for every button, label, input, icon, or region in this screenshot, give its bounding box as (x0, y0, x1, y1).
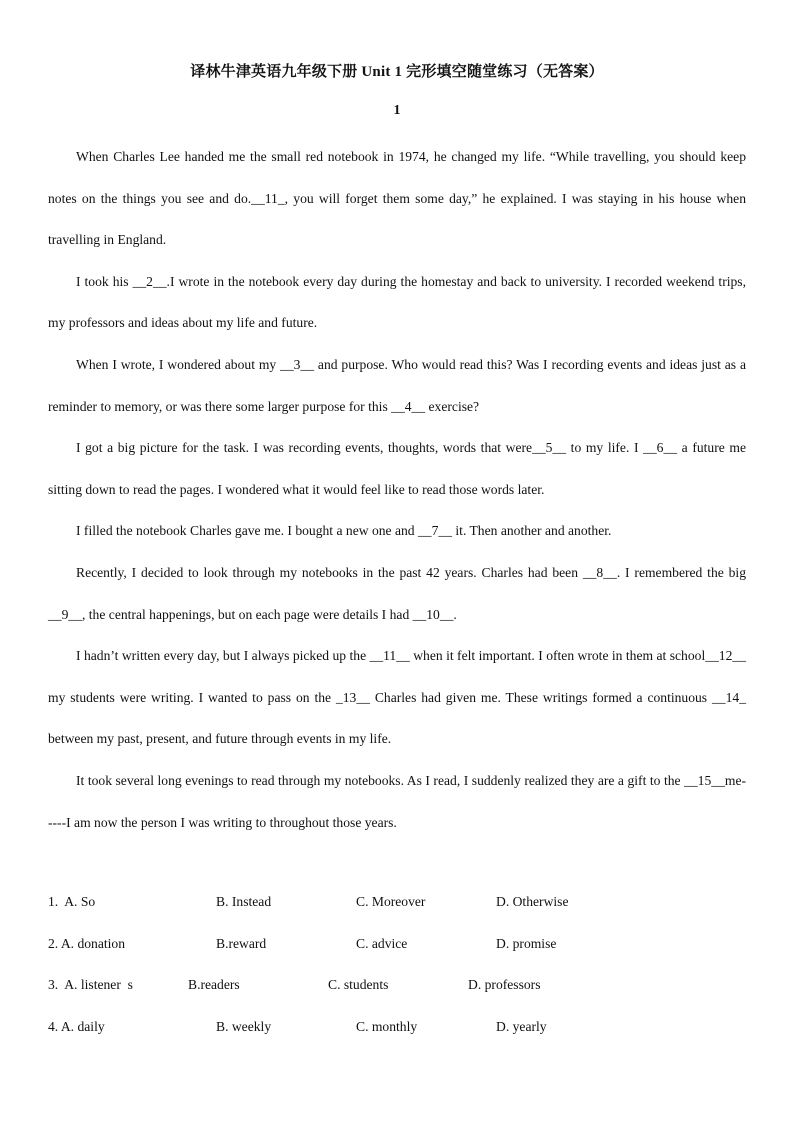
paragraph: I filled the notebook Charles gave me. I bought a new one and __7__ it. Then another and another. (76, 523, 612, 539)
option-a: 4. A. daily (48, 1018, 105, 1034)
paragraph: I got a big picture for the task. I was recording events, thoughts, words that were__5__ to my life. I __6__ a future me sitting down to read the pages. I wondered what it would feel like to read those words later. (48, 440, 746, 497)
paragraph: When Charles Lee handed me the small red notebook in 1974, he changed my life. “While travelling, you should keep notes on the things you see and do.__11_, you will forget them some day,” he explained. I was staying in his house when travelling in England. (48, 149, 746, 248)
option-row (48, 928, 746, 970)
option-a: 1. A. So (48, 894, 96, 909)
option-a: 2. A. donation (48, 935, 126, 951)
option-b: B.reward (216, 935, 267, 951)
option-d: D. professors (468, 977, 541, 993)
section-number: 1 (393, 103, 401, 118)
option-c: C. advice (356, 935, 408, 951)
option-row (48, 969, 746, 1011)
option-d: D. Otherwise (496, 894, 569, 909)
option-b: B. weekly (216, 1018, 272, 1034)
paragraph: When I wrote, I wondered about my __3__ and purpose. Who would read this? Was I recording events and ideas just as a reminder to memory, or was there some larger purpose for this __4__ exercise? (48, 356, 746, 414)
passage (48, 136, 746, 843)
answer-options (48, 886, 746, 1052)
paragraph: Recently, I decided to look through my notebooks in the past 42 years. Charles had been __8__. I remembered the big __9__, the central happenings, but on each page were details I had __10__. (48, 564, 746, 622)
option-c: C. students (328, 977, 389, 993)
option-c: C. Moreover (356, 894, 426, 909)
option-d: D. promise (496, 935, 557, 951)
option-row (48, 1011, 746, 1053)
paragraph: I took his __2__.I wrote in the notebook every day during the homestay and back to university. I recorded weekend trips, my professors and ideas about my life and future. (48, 273, 746, 331)
paragraph: It took several long evenings to read through my notebooks. As I read, I suddenly realized they are a gift to the __15__me-----I am now the person I was writing to throughout those years. (48, 772, 746, 830)
option-b: B.readers (188, 977, 240, 993)
option-a: 3. A. listener s (48, 977, 133, 993)
page-title: 译林牛津英语九年级下册 Unit 1 完形填空随堂练习（无答案） (190, 64, 604, 80)
option-d: D. yearly (496, 1018, 547, 1034)
option-b: B. Instead (216, 894, 272, 909)
option-c: C. monthly (356, 1018, 418, 1034)
option-row (48, 886, 746, 928)
paragraph: I hadn’t written every day, but I always picked up the __11__ when it felt important. I often wrote in them at school__12__ my students were writing. I wanted to pass on the _13__ Charles had given me. These writings formed a continuous __14_ between my past, present, and future through events in my life. (48, 648, 746, 747)
